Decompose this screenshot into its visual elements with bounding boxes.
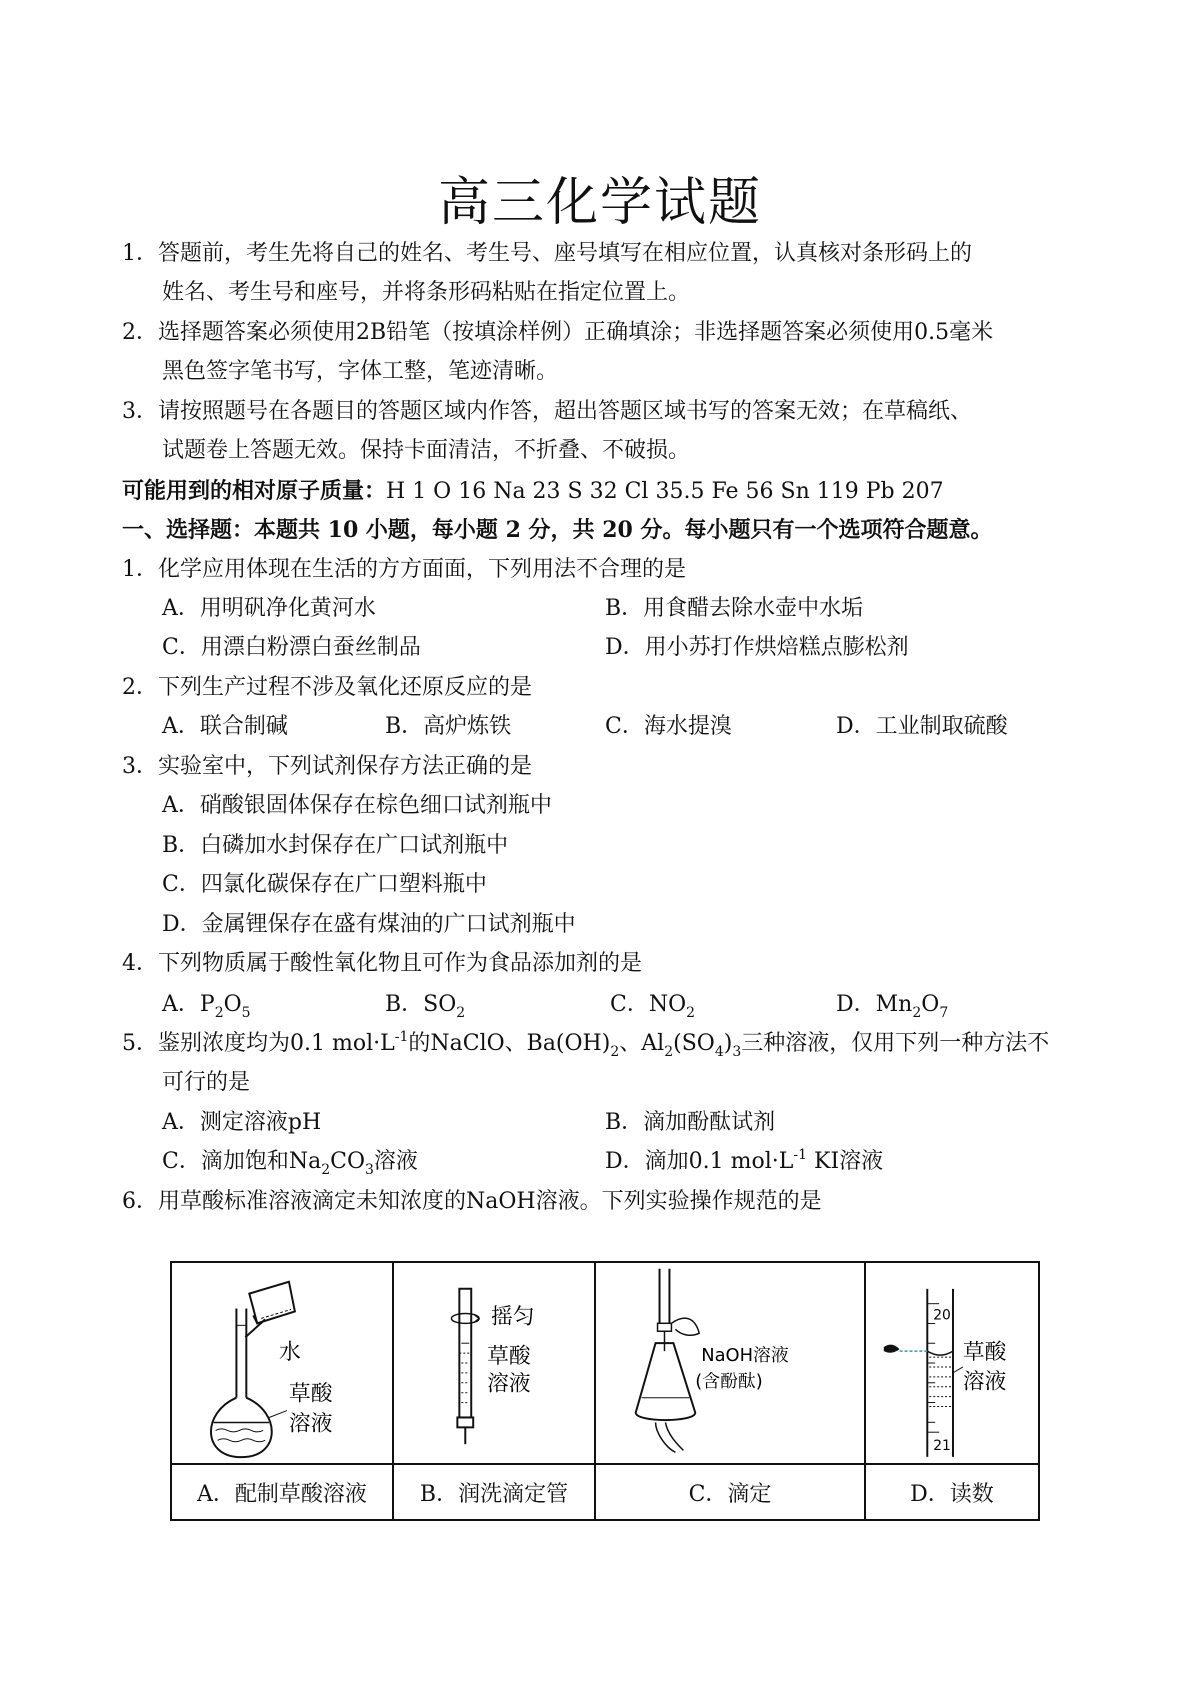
atomic-masses xyxy=(122,477,944,506)
titration-diagram xyxy=(596,1263,864,1463)
section-1-heading: 一、选择题：本题共 10 小题，每小题 2 分，共 20 分。每小题只有一个选项符合题意。 xyxy=(122,517,993,543)
atomic-masses-label: 可能用到的相对原子质量： xyxy=(122,478,387,504)
caption-a: A．配制草酸溶液 xyxy=(171,1464,393,1520)
instruction-2-line-2: 黑色签字笔书写，字体工整，笔迹清晰。 xyxy=(162,359,559,384)
question-6-figure-table xyxy=(170,1261,1040,1521)
figure-d-cell xyxy=(865,1262,1039,1464)
question-3-option-d: D．金属锂保存在盛有煤油的广口试剂瓶中 xyxy=(162,912,576,937)
question-5-option-d: D．滴加0.1 $mol\cdot L^{-1}$ KI溶液 xyxy=(605,1147,884,1174)
label-water: 水 xyxy=(279,1340,301,1366)
label-oxalic: 草酸 xyxy=(487,1344,531,1369)
instruction-number: 3． xyxy=(122,399,158,424)
instruction-text: 答题前，考生先将自己的姓名、考生号、座号填写在相应位置，认真核对条形码上的 xyxy=(158,241,973,266)
instruction-3-line-2: 试题卷上答题无效。保持卡面清洁，不折叠、不破损。 xyxy=(162,438,691,463)
question-4-option-b: B．$SO_2$ xyxy=(385,992,466,1021)
question-1-option-d: D．用小苏打作烘焙糕点膨松剂 xyxy=(605,635,909,660)
question-2-option-c: C．海水提溴 xyxy=(605,714,732,739)
question-1-option-c: C．用漂白粉漂白蚕丝制品 xyxy=(162,635,421,660)
question-3-option-a: A．硝酸银固体保存在棕色细口试剂瓶中 xyxy=(162,793,552,818)
question-5-option-a: A．测定溶液pH xyxy=(162,1110,322,1135)
tick-21: 21 xyxy=(933,1437,951,1454)
instruction-3-line-1 xyxy=(122,398,972,426)
question-5-stem-line-2: 可行的是 xyxy=(162,1070,251,1095)
instruction-2-line-1 xyxy=(122,319,993,347)
question-2-option-d: D．工业制取硫酸 xyxy=(836,714,1008,739)
question-3-option-b: B．白磷加水封保存在广口试剂瓶中 xyxy=(162,833,509,858)
question-1-stem: 1．化学应用体现在生活的方方面面，下列用法不合理的是 xyxy=(122,557,686,582)
question-1-option-b: B．用食醋去除水壶中水垢 xyxy=(605,596,864,621)
question-4-option-d: D．$Mn_2O_7$ xyxy=(836,992,949,1021)
caption-c: C．滴定 xyxy=(595,1464,865,1520)
question-2-option-a: A．联合制碱 xyxy=(162,714,288,739)
burette-rinse-diagram xyxy=(394,1263,594,1463)
tick-20: 20 xyxy=(933,1307,951,1324)
question-5-stem: 5．鉴别浓度均为0.1 $mol\cdot L^{-1}$的NaClO、$Ba(OH)_2$、$Al_2(SO_4)_3$三种溶液，仅用下列一种方法不 xyxy=(122,1029,1050,1060)
label-phenolphthalein: (含酚酞) xyxy=(695,1370,763,1392)
burette-reading-diagram xyxy=(866,1263,1038,1463)
question-6-stem: 6．用草酸标准溶液滴定未知浓度的NaOH溶液。下列实验操作规范的是 xyxy=(122,1189,822,1214)
page-title: 高三化学试题 xyxy=(437,173,762,233)
caption-b: B．润洗滴定管 xyxy=(393,1464,595,1520)
atomic-masses-values: H 1 O 16 Na 23 S 32 Cl 35.5 Fe 56 Sn 119 Pb 207 xyxy=(386,479,944,504)
label-oxalic: 草酸 xyxy=(288,1381,333,1407)
eye-icon xyxy=(884,1345,900,1353)
instruction-text: 请按照题号在各题目的答题区域内作答，超出答题区域书写的答案无效；在草稿纸、 xyxy=(158,399,973,424)
question-4-option-a: A．$P_2O_5$ xyxy=(162,992,251,1021)
question-2-stem: 2．下列生产过程不涉及氧化还原反应的是 xyxy=(122,675,532,700)
volumetric-flask-diagram xyxy=(172,1263,392,1463)
label-naoh: NaOH溶液 xyxy=(701,1345,789,1367)
label-solution: 溶液 xyxy=(487,1371,531,1397)
figure-c-cell xyxy=(595,1262,865,1464)
question-4-stem: 4．下列物质属于酸性氧化物且可作为食品添加剂的是 xyxy=(122,951,642,976)
question-4-option-c: C．$NO_2$ xyxy=(610,992,696,1021)
figure-b-cell xyxy=(393,1262,595,1464)
question-3-stem: 3．实验室中，下列试剂保存方法正确的是 xyxy=(122,754,532,779)
label-oxalic: 草酸 xyxy=(962,1340,1007,1366)
caption-d: D．读数 xyxy=(865,1464,1039,1520)
instruction-1-line-2: 姓名、考生号和座号，并将条形码粘贴在指定位置上。 xyxy=(162,280,691,305)
label-solution: 溶液 xyxy=(288,1411,333,1437)
figure-a-cell xyxy=(171,1262,393,1464)
question-2-option-b: B．高炉炼铁 xyxy=(385,714,512,739)
question-1-option-a: A．用明矾净化黄河水 xyxy=(162,596,376,621)
instruction-number: 2． xyxy=(122,320,158,345)
instruction-number: 1． xyxy=(122,241,158,266)
label-shake: 摇匀 xyxy=(491,1304,535,1330)
instruction-1-line-1 xyxy=(122,240,972,268)
instruction-text: 选择题答案必须使用2B铅笔（按填涂样例）正确填涂；非选择题答案必须使用0.5毫米 xyxy=(158,320,994,345)
label-solution: 溶液 xyxy=(962,1369,1007,1395)
question-5-option-c: C．滴加饱和$Na_2CO_3$溶液 xyxy=(162,1149,418,1178)
question-5-option-b: B．滴加酚酞试剂 xyxy=(605,1110,776,1135)
question-3-option-c: C．四氯化碳保存在广口塑料瓶中 xyxy=(162,872,487,897)
